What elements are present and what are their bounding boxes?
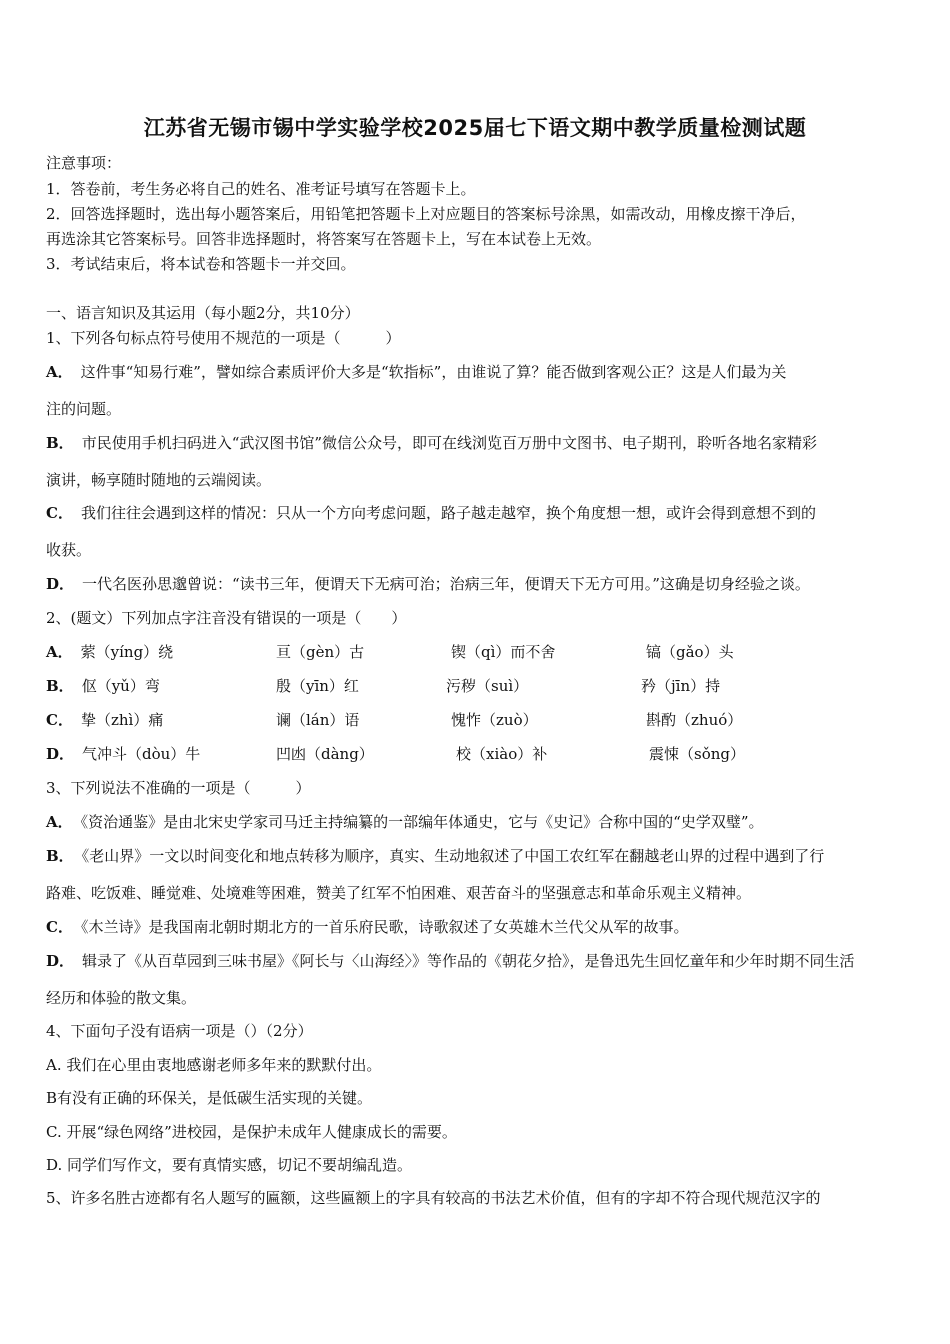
q1-option-b-text: 市民使用手机扫码进入“武汉图书馆”微信公众号，即可在线浏览百万册中文图书、电子期刊，聆听各地名家精彩 [81,434,818,452]
option-label: C． [46,711,73,729]
section-heading: 一、语言知识及其运用（每小题2分，共10分） [46,304,360,322]
q1-option-c-cont: 收获。 [46,541,92,559]
notice-heading: 注意事项： [46,154,122,172]
q3-option-d-cont: 经历和体验的散文集。 [46,989,197,1007]
option-label: D． [46,952,75,970]
q1-option-b-cont: 演讲，畅享随时随地的云端阅读。 [46,471,272,489]
option-label: D． [46,575,75,593]
q3-option-b-text: 《老山界》一文以时间变化和地点转移为顺序，真实、生动地叙述了中国工农红军在翻越老山界的过程中遇到了行 [81,847,825,865]
q4-option-d: D. 同学们写作文，要有真情实感，切记不要胡编乱造。 [46,1156,413,1174]
q2-b-cell-2: 殷（yīn）红 [276,677,359,695]
exam-title: 江苏省无锡市锡中学实验学校2025届七下语文期中教学质量检测试题 [143,116,807,140]
q2-d-cell-1: 气冲斗（dòu）牛 [82,745,201,763]
option-label: C． [46,918,73,936]
notice-item-2: 2．回答选择题时，选出每小题答案后，用铅笔把答题卡上对应题目的答案标号涂黑，如需改动，用橡皮擦干净后， [46,205,806,223]
q3-option-b [46,845,824,866]
q5-stem: 5、许多名胜古迹都有名人题写的匾额，这些匾额上的字具有较高的书法艺术价值，但有的字却不符合现代规范汉字的 [46,1189,821,1207]
q2-stem: 2、(题文）下列加点字注音没有错误的一项是（ ） [46,609,407,627]
option-label: A． [46,643,73,661]
option-label: D． [46,745,75,763]
q2-option-d [46,743,906,765]
q2-c-cell-2: 谰（lán）语 [276,711,360,729]
option-label: A． [46,813,73,831]
q3-option-d-text: 辑录了《从百草园到三味书屋》《阿长与〈山海经〉》等作品的《朝花夕拾》，是鲁迅先生回忆童年和少年时期不同生活 [82,952,855,970]
q2-c-cell-4: 斟酌（zhuó） [646,711,743,729]
q3-option-c [46,916,688,937]
q1-option-d [46,573,810,594]
q4-stem: 4、下面句子没有语病一项是（）（2分） [46,1022,313,1040]
q1-option-a [46,361,786,382]
q1-option-a-text: 这件事“知易行难”，譬如综合素质评价大多是“软指标”，由谁说了算？能否做到客观公正？这是人们最为关 [80,363,787,381]
q2-b-cell-4: 矜（jīn）持 [641,677,721,695]
q2-a-cell-2: 亘（gèn）古 [276,643,365,661]
q3-option-d [46,950,855,971]
q1-option-b [46,432,817,453]
q1-option-a-cont: 注的问题。 [46,400,122,418]
q4-option-c: C. 开展“绿色网络”进校园，是保护未成年人健康成长的需要。 [46,1123,457,1141]
q1-option-d-text: 一代名医孙思邈曾说：“读书三年，便谓天下无病可治；治病三年，便谓天下无方可用。”这确是切身经验之谈。 [82,575,810,593]
q2-d-cell-2: 凹凼（dàng） [276,745,374,763]
notice-item-3: 3．考试结束后，将本试卷和答题卡一并交回。 [46,255,356,273]
notice-item-1: 1．答卷前，考生务必将自己的姓名、准考证号填写在答题卡上。 [46,180,476,198]
q2-d-cell-3: 校（xiào）补 [456,745,548,763]
option-label: A． [46,363,73,381]
q2-d-cell-4: 震悚（sǒng） [649,745,745,763]
q3-stem: 3、下列说法不准确的一项是（ ） [46,779,311,797]
q1-stem: 1、下列各句标点符号使用不规范的一项是（ ） [46,329,401,347]
q2-option-a [46,641,906,663]
option-label: B． [46,677,74,695]
option-label: C． [46,504,73,522]
q1-option-c-text: 我们往往会遇到这样的情况：只从一个方向考虑问题，路子越走越窄，换个角度想一想，或许会得到意想不到的 [80,504,816,522]
q2-b-cell-1: 伛（yǔ）弯 [81,677,160,695]
q1-option-c [46,502,816,523]
q2-a-cell-1: 萦（yíng）绕 [80,643,174,661]
q2-option-c [46,709,906,731]
q2-c-cell-3: 愧怍（zuò） [451,711,538,729]
q2-option-b [46,675,906,697]
q3-option-a-text: 《资治通鉴》是由北宋史学家司马迁主持编纂的一部编年体通史，它与《史记》合称中国的“史学双璧”。 [80,813,764,831]
option-label: B． [46,847,74,865]
q4-option-a: A. 我们在心里由衷地感谢老师多年来的默默付出。 [46,1056,382,1074]
option-label: B． [46,434,74,452]
q4-option-b: B有没有正确的环保关，是低碳生活实现的关键。 [46,1089,373,1107]
notice-item-2-cont: 再选涂其它答案标号。回答非选择题时，将答案写在答题卡上，写在本试卷上无效。 [46,230,602,248]
q3-option-b-cont: 路难、吃饭难、睡觉难、处境难等困难，赞美了红军不怕困难、艰苦奋斗的坚强意志和革命乐观主义精神。 [46,884,752,902]
q3-option-c-text: 《木兰诗》是我国南北朝时期北方的一首乐府民歌，诗歌叙述了女英雄木兰代父从军的故事。 [80,918,689,936]
q2-a-cell-4: 镐（gǎo）头 [646,643,734,661]
q3-option-a [46,811,763,832]
q2-b-cell-3: 污秽（suì） [446,677,529,695]
q2-c-cell-1: 挚（zhì）痛 [80,711,164,729]
q2-a-cell-3: 锲（qì）而不舍 [451,643,556,661]
